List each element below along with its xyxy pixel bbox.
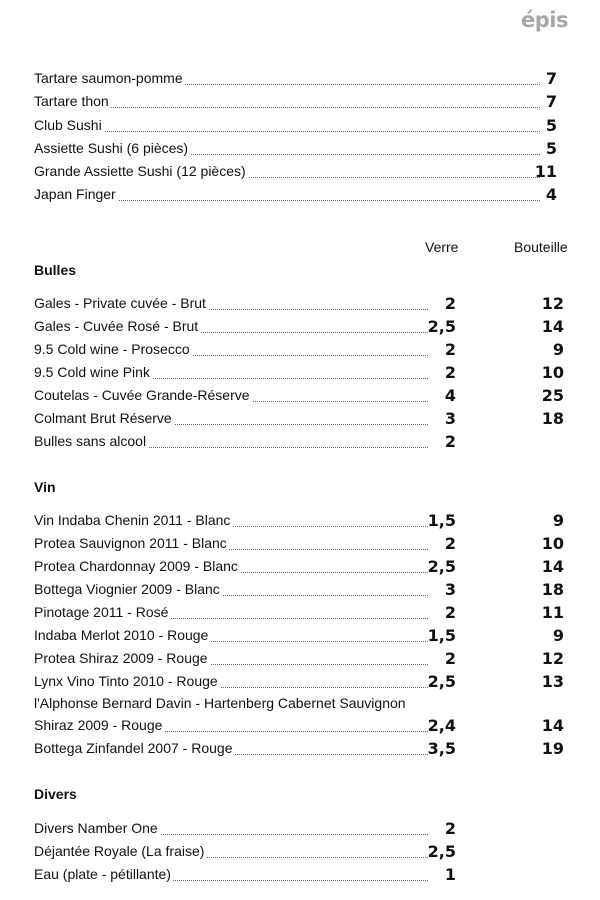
menu-item-name: Coutelas - Cuvée Grande-Réserve (34, 387, 250, 403)
menu-item-name: Eau (plate - pétillante) (34, 866, 171, 882)
price-bottle: 9 (552, 511, 564, 530)
menu-item (0, 817, 600, 839)
price-glass: 5 (545, 139, 557, 158)
menu-item-name: Bottega Zinfandel 2007 - Rouge (34, 740, 233, 756)
menu-item (0, 384, 600, 406)
price-glass: 1,5 (427, 511, 456, 530)
menu-item (0, 737, 600, 759)
column-header-glass: Verre (425, 239, 459, 255)
price-bottle: 18 (541, 409, 564, 428)
menu-item-name-line1: l'Alphonse Bernard Davin - Hartenberg Cabernet Sauvignon (34, 695, 406, 711)
menu-item (0, 555, 600, 577)
menu-item-name: Club Sushi (34, 117, 102, 133)
menu-item (0, 407, 600, 429)
price-glass: 4 (444, 386, 456, 405)
price-glass: 2 (444, 363, 456, 382)
menu-item (0, 647, 600, 669)
price-glass: 2,5 (427, 317, 456, 336)
price-bottle: 12 (541, 294, 564, 313)
price-glass: 7 (545, 69, 557, 88)
menu-item-name: Divers Namber One (34, 820, 158, 836)
menu-item (0, 137, 600, 159)
menu-item-name: Colmant Brut Réserve (34, 410, 172, 426)
menu-item-name: Tartare thon (34, 93, 109, 109)
menu-item-name: Tartare saumon-pomme (34, 70, 183, 86)
menu-item (0, 714, 600, 736)
column-header-bottle: Bouteille (514, 239, 568, 255)
price-bottle: 14 (541, 557, 564, 576)
price-bottle: 19 (541, 739, 564, 758)
menu-item (0, 183, 600, 205)
price-bottle: 10 (541, 363, 564, 382)
menu-item-name: Grande Assiette Sushi (12 pièces) (34, 163, 246, 179)
brand-logo: épis (521, 8, 568, 32)
menu-item (0, 361, 600, 383)
price-bottle: 18 (541, 580, 564, 599)
price-glass: 2 (444, 340, 456, 359)
price-bottle: 9 (552, 626, 564, 645)
price-glass: 3 (444, 580, 456, 599)
menu-item-name: Protea Shiraz 2009 - Rouge (34, 650, 208, 666)
price-glass: 4 (545, 185, 557, 204)
menu-item (0, 601, 600, 623)
price-bottle: 14 (541, 317, 564, 336)
price-bottle: 14 (541, 716, 564, 735)
price-glass: 1 (444, 865, 456, 884)
price-glass: 1,5 (427, 626, 456, 645)
price-bottle: 11 (541, 603, 564, 622)
price-bottle: 10 (541, 534, 564, 553)
menu-item-name: Vin Indaba Chenin 2011 - Blanc (34, 512, 231, 528)
menu-item-name: Déjantée Royale (La fraise) (34, 843, 205, 859)
section-title-divers: Divers (34, 786, 77, 802)
price-bottle: 13 (541, 672, 564, 691)
section-title-bulles: Bulles (34, 262, 77, 278)
menu-item-name: Japan Finger (34, 186, 116, 202)
menu-item (0, 840, 600, 862)
price-glass: 2,5 (427, 842, 456, 861)
dot-leader (34, 131, 540, 132)
price-glass: 2 (444, 649, 456, 668)
menu-item (0, 532, 600, 554)
price-bottle: 9 (552, 340, 564, 359)
price-glass: 2 (444, 294, 456, 313)
menu-item (0, 315, 600, 337)
menu-item (0, 292, 600, 314)
menu-item-name: 9.5 Cold wine - Prosecco (34, 341, 190, 357)
price-glass: 2 (444, 603, 456, 622)
price-glass: 5 (545, 116, 557, 135)
menu-item-name: Assiette Sushi (6 pièces) (34, 140, 189, 156)
section-title-vin: Vin (34, 479, 56, 495)
price-bottle: 25 (541, 386, 564, 405)
menu-item-name: Protea Sauvignon 2011 - Blanc (34, 535, 227, 551)
price-glass: 2,5 (427, 557, 456, 576)
price-glass: 3 (444, 409, 456, 428)
menu-item (0, 114, 600, 136)
menu-item (0, 624, 600, 646)
price-glass: 2,4 (427, 716, 456, 735)
menu-item (0, 338, 600, 360)
menu-item (0, 90, 600, 112)
menu-item-name: 9.5 Cold wine Pink (34, 364, 150, 380)
price-glass: 3,5 (427, 739, 456, 758)
menu-item-name: Gales - Private cuvée - Brut (34, 295, 206, 311)
price-glass: 2 (444, 534, 456, 553)
menu-item (0, 670, 600, 692)
menu-item (0, 67, 600, 89)
price-glass: 2,5 (427, 672, 456, 691)
menu-item-name: Protea Chardonnay 2009 - Blanc (34, 558, 238, 574)
menu-item (0, 509, 600, 531)
price-glass: 11 (534, 162, 557, 181)
menu-item-name: Gales - Cuvée Rosé - Brut (34, 318, 199, 334)
menu-item-name: Indaba Merlot 2010 - Rouge (34, 627, 209, 643)
price-glass: 2 (444, 432, 456, 451)
price-bottle: 12 (541, 649, 564, 668)
price-glass: 2 (444, 819, 456, 838)
menu-item (0, 430, 600, 452)
menu-item-name: Bottega Viognier 2009 - Blanc (34, 581, 220, 597)
price-glass: 7 (545, 92, 557, 111)
menu-item (0, 863, 600, 885)
menu-item-name: Bulles sans alcool (34, 433, 147, 449)
menu-item (0, 578, 600, 600)
menu-item-name: Lynx Vino Tinto 2010 - Rouge (34, 673, 218, 689)
menu-item (0, 160, 600, 182)
menu-item-name: Shiraz 2009 - Rouge (34, 717, 163, 733)
menu-item-name: Pinotage 2011 - Rosé (34, 604, 169, 620)
